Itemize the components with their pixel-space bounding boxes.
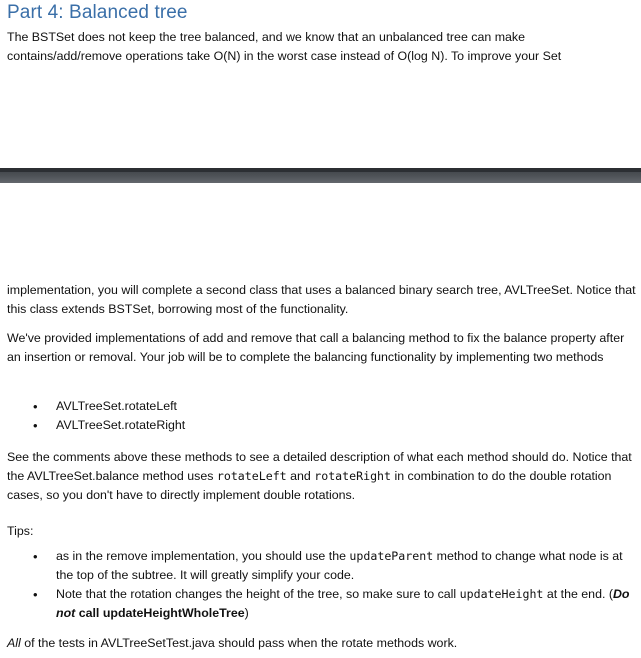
page-break-divider <box>0 168 641 183</box>
list-item: • AVLTreeSet.rotateRight <box>33 416 185 435</box>
method-list <box>33 397 185 435</box>
page-top <box>0 0 641 168</box>
strong-text: call updateHeightWholeTree <box>75 606 245 620</box>
code-update-parent: updateParent <box>349 549 434 563</box>
text-run: ) <box>244 606 249 620</box>
code-update-height: updateHeight <box>459 587 544 601</box>
list-item <box>33 585 633 623</box>
balancing-paragraph: We've provided implementations of add and remove that call a balancing method to fix the balance property after an insertion or removal. Your job will be to complete the balancing functionality by implementing two methods <box>7 331 625 364</box>
text-run: as in the remove implementation, you should use the <box>56 549 350 563</box>
list-item: • AVLTreeSet.rotateLeft <box>33 397 185 416</box>
text-run: and <box>286 469 315 483</box>
section-heading: Part 4: Balanced tree <box>7 2 188 23</box>
closing-paragraph <box>7 634 637 653</box>
emphasis-all: All <box>7 636 21 650</box>
text-run: Note that the rotation changes the height of the tree, so make sure to call <box>56 587 460 601</box>
text-run: See the comments above these methods to see a detailed description of what each method should do. Notice that the AVLTreeSet.balance method uses <box>7 450 632 483</box>
intro-paragraph: The BSTSet does not keep the tree balanced, and we know that an unbalanced tree can make contains/add/remove operations take O(N) in the worst case instead of O(log N). To improve your Set <box>7 30 562 63</box>
tips-label: Tips: <box>7 524 34 538</box>
text-run: at the end. ( <box>543 587 613 601</box>
list-item <box>33 547 633 585</box>
text-run: in combination to do the double rotation cases, so you don't have to directly implement double rotations. <box>7 469 612 502</box>
code-rotate-left: rotateLeft <box>216 469 287 483</box>
code-rotate-right: rotateRight <box>314 469 392 483</box>
tips-list <box>33 547 633 623</box>
implementation-paragraph: implementation, you will complete a second class that uses a balanced binary search tree, AVLTreeSet. Notice that this class extends BSTSet, borrowing most of the functionality. <box>7 283 636 316</box>
text-run: method to change what node is at the top of the subtree. It will greatly simplify your code. <box>56 549 623 582</box>
emphasis-do-not: Do not <box>56 587 630 620</box>
text-run: of the tests in AVLTreeSetTest.java should pass when the rotate methods work. <box>20 636 458 650</box>
comments-paragraph <box>7 448 637 505</box>
